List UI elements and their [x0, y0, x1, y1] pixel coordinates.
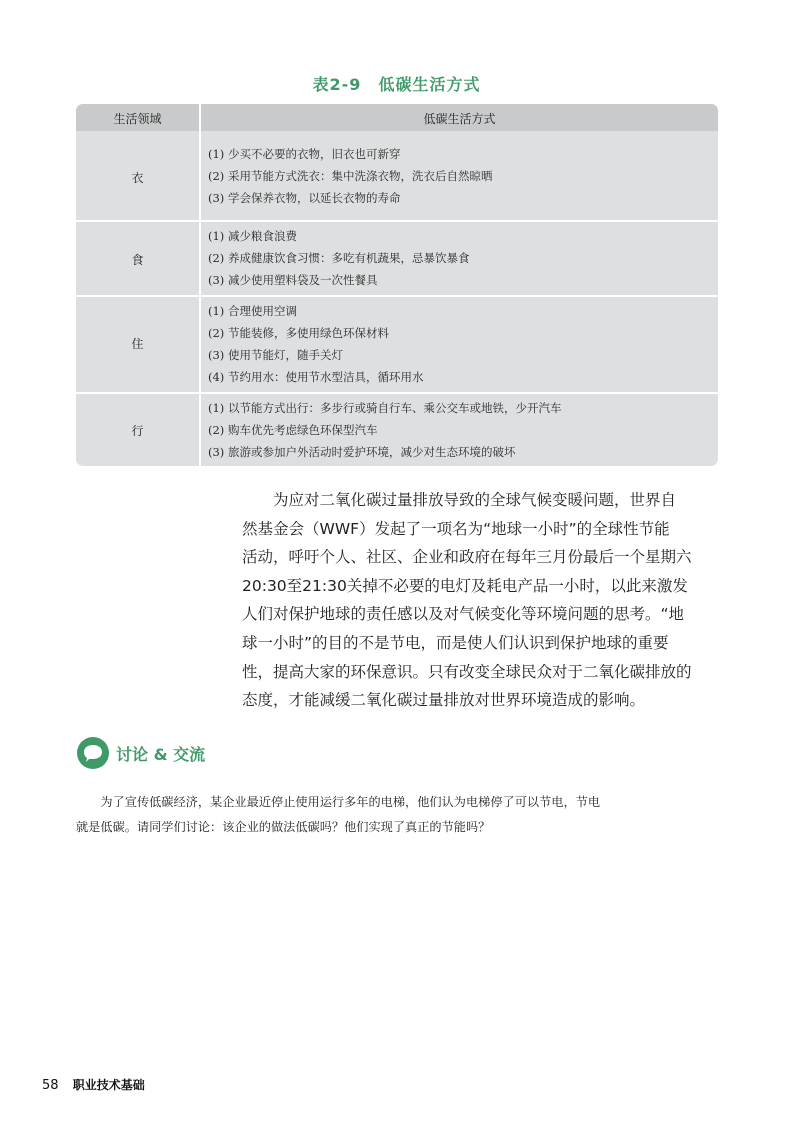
- table-header-lifestyle: 低碳生活方式: [423, 112, 496, 126]
- table-row-food: [76, 222, 718, 295]
- table-header-row: [76, 104, 718, 131]
- table-row-travel: [76, 394, 718, 466]
- list-item: (3) 使用节能灯，随手关灯: [208, 348, 343, 362]
- discussion-title: 讨论 & 交流: [116, 745, 206, 764]
- list-item: (2) 节能装修，多使用绿色环保材料: [208, 326, 389, 340]
- paragraph-line: 活动，呼吁个人、社区、企业和政府在每年三月份最后一个星期六: [242, 548, 692, 567]
- page-footer: [42, 1076, 145, 1093]
- list-item: (1) 合理使用空调: [208, 304, 297, 318]
- discussion-text: [76, 790, 716, 840]
- list-item: (4) 节约用水：使用节水型洁具，循环用水: [208, 370, 424, 384]
- book-title: 职业技术基础: [72, 1078, 145, 1092]
- list-item: (3) 旅游或参加户外活动时爱护环境，减少对生态环境的破坏: [208, 445, 516, 459]
- discussion-line: 为了宣传低碳经济，某企业最近停止使用运行多年的电梯，他们认为电梯停了可以节电，节电: [76, 795, 601, 809]
- list-item: (3) 学会保养衣物，以延长衣物的寿命: [208, 191, 401, 205]
- body-paragraph: [242, 486, 720, 715]
- paragraph-line: 20:30至21:30关掉不必要的电灯及耗电产品一小时，以此来激发: [242, 576, 688, 595]
- speech-bubble-icon: [76, 736, 110, 770]
- discussion-line: 就是低碳。请同学们讨论：该企业的做法低碳吗？他们实现了真正的节能吗？: [76, 820, 491, 834]
- low-carbon-table: [76, 104, 718, 466]
- table-cell-domain: 住: [131, 337, 144, 351]
- table-cell-domain: 食: [131, 253, 144, 267]
- paragraph-line: 性，提高大家的环保意识。只有改变全球民众对于二氧化碳排放的: [242, 662, 692, 681]
- page-number: 58: [42, 1078, 59, 1093]
- list-item: (1) 减少粮食浪费: [208, 229, 297, 243]
- list-item: (2) 养成健康饮食习惯：多吃有机蔬果，忌暴饮暴食: [208, 251, 470, 265]
- paragraph-line: 为应对二氧化碳过量排放导致的全球气候变暖问题，世界自: [242, 491, 677, 509]
- list-item: (1) 少买不必要的衣物，旧衣也可新穿: [208, 147, 401, 161]
- paragraph-line: 然基金会（WWF）发起了一项名为“地球一小时”的全球性节能: [242, 519, 670, 538]
- table-cell-items: [208, 397, 561, 463]
- list-item: (2) 购车优先考虑绿色环保型汽车: [208, 423, 378, 437]
- table-cell-domain: 行: [131, 424, 144, 438]
- table-cell-items: [208, 225, 469, 291]
- list-item: (3) 减少使用塑料袋及一次性餐具: [208, 273, 378, 287]
- table-row-housing: [76, 297, 718, 392]
- table-title: 表2-9 低碳生活方式: [312, 75, 481, 94]
- table-cell-items: [208, 143, 492, 209]
- table-row-clothing: [76, 133, 718, 220]
- paragraph-line: 球一小时”的目的不是节电，而是使人们认识到保护地球的重要: [242, 633, 669, 652]
- table-cell-domain: 衣: [131, 171, 144, 185]
- table-cell-items: [208, 300, 423, 388]
- list-item: (1) 以节能方式出行：多步行或骑自行车、乘公交车或地铁，少开汽车: [208, 401, 562, 415]
- paragraph-line: 人们对保护地球的责任感以及对气候变化等环境问题的思考。“地: [242, 605, 685, 624]
- table-header-domain: 生活领域: [113, 112, 162, 126]
- paragraph-line: 态度，才能减缓二氧化碳过量排放对世界环境造成的影响。: [242, 691, 646, 710]
- list-item: (2) 采用节能方式洗衣：集中洗涤衣物，洗衣后自然晾晒: [208, 169, 493, 183]
